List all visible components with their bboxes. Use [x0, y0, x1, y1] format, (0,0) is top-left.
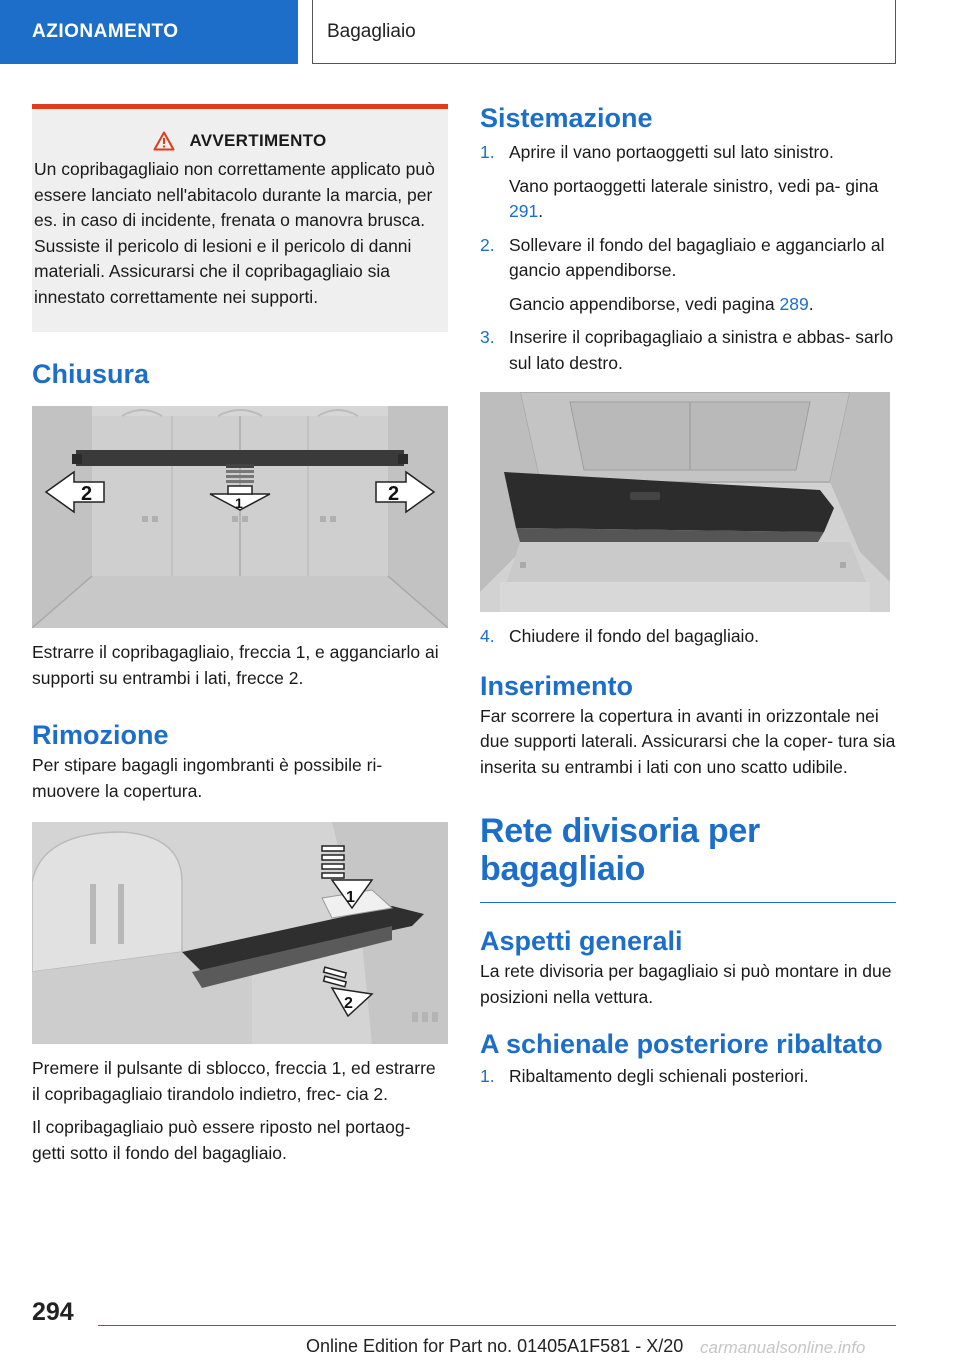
insertion-text: Far scorrere la copertura in avanti in orizzontale nei due supporti laterali. Assicurarsi che la coper- tura sia inserita su entrambi i lati con uno scatto udibile.	[480, 705, 896, 777]
step-number: 1.	[480, 142, 495, 162]
figure-placement	[480, 392, 890, 612]
page-link-289[interactable]: 289	[779, 293, 809, 314]
watermark: carmanualsonline.info	[700, 1338, 866, 1357]
heading-line-1: Rete divisoria per	[480, 812, 760, 850]
removal-label-1: 1	[346, 889, 355, 906]
list-item	[480, 624, 896, 650]
step-number: 2.	[480, 234, 495, 255]
removal-label-2: 2	[344, 995, 353, 1012]
heading-inserimento: Inserimento	[480, 670, 634, 701]
general-text: La rete divisoria per bagagliaio si può montare in due posizioni nella vettura.	[480, 961, 892, 1007]
reference-suffix: .	[808, 293, 814, 314]
placement-steps-continued	[480, 624, 896, 650]
step-number: 3.	[480, 327, 495, 347]
removal-caption-2: Il copribagagliaio può essere riposto nel portaog- getti sotto il fondo del bagagliaio.	[32, 1117, 411, 1163]
step-text: Ribaltamento degli schienali posteriori.	[509, 1066, 809, 1086]
heading-sistemazione: Sistemazione	[480, 103, 653, 133]
heading-schienale-ribaltato: A schienale posteriore ribaltato	[480, 1029, 883, 1059]
placement-illustration	[480, 392, 890, 612]
heading-divider	[480, 902, 896, 903]
step-text: Aprire il vano portaoggetti sul lato sinistro.	[509, 142, 834, 162]
folded-steps	[480, 1064, 896, 1090]
reference-text: Gancio appendiborse, vedi pagina	[509, 293, 780, 314]
heading-line-2: bagagliaio	[480, 850, 646, 888]
warning-title: AVVERTIMENTO	[189, 131, 327, 150]
header-section-label: AZIONAMENTO	[0, 0, 298, 64]
warning-box	[32, 104, 448, 332]
heading-chiusura: Chiusura	[32, 359, 150, 389]
closing-label-right: 2	[388, 483, 400, 505]
removal-intro: Per stipare bagagli ingombranti è possibile ri- muovere la copertura.	[32, 755, 383, 801]
step-text: Chiudere il fondo del bagagliaio.	[509, 626, 760, 646]
left-column	[32, 104, 448, 1166]
figure-removal	[32, 822, 448, 1044]
step-number: 4.	[480, 626, 495, 646]
figure-closing	[32, 406, 448, 628]
step-text: Inserire il copribagagliaio a sinistra e abbas- sarlo sul lato destro.	[509, 327, 894, 373]
heading-aspetti-generali: Aspetti generali	[480, 926, 683, 956]
warning-triangle-icon	[153, 131, 175, 151]
list-item	[480, 233, 896, 318]
heading-rete-divisoria	[480, 812, 896, 888]
closing-label-center: 1	[235, 495, 243, 511]
list-item	[480, 140, 896, 225]
removal-caption-1: Premere il pulsante di sblocco, freccia 1, ed estrarre il copribagagliaio tirandolo indietro, frec- cia 2.	[32, 1058, 436, 1104]
step-reference	[509, 174, 896, 225]
page-number: 294	[32, 1298, 74, 1326]
closing-label-left: 2	[81, 483, 93, 505]
list-item	[480, 1064, 896, 1090]
list-item	[480, 325, 896, 376]
placement-steps	[480, 140, 896, 376]
warning-text: Un copribagagliaio non correttamente applicato può essere lanciato nell'abitacolo durante la marcia, per es. in caso di incidente, frenata o manovra brusca. Sussiste il pericolo di lesioni e il pericolo di danni materiali. Assicurarsi che il copribagagliaio sia innestato correttamente nei supporti.	[34, 159, 435, 307]
removal-illustration	[32, 822, 448, 1044]
page-link-291[interactable]: 291	[509, 201, 539, 221]
step-text: Sollevare il fondo del bagagliaio e agganciarlo al gancio appendiborse.	[509, 234, 885, 280]
footer-divider	[98, 1325, 896, 1326]
right-column	[480, 102, 896, 1090]
step-number: 1.	[480, 1066, 495, 1086]
step-reference	[509, 292, 896, 318]
closing-illustration	[32, 406, 448, 628]
reference-text: Vano portaoggetti laterale sinistro, vedi pa- gina	[509, 175, 879, 196]
reference-suffix: .	[538, 201, 544, 221]
footer-edition: Online Edition for Part no. 01405A1F581 - X/20	[306, 1336, 684, 1356]
closing-caption: Estrarre il copribagagliaio, freccia 1, e agganciarlo ai supporti su entrambi i lati, frecce 2.	[32, 642, 439, 688]
heading-rimozione: Rimozione	[32, 720, 169, 750]
header-chapter-label: Bagagliaio	[312, 0, 896, 64]
